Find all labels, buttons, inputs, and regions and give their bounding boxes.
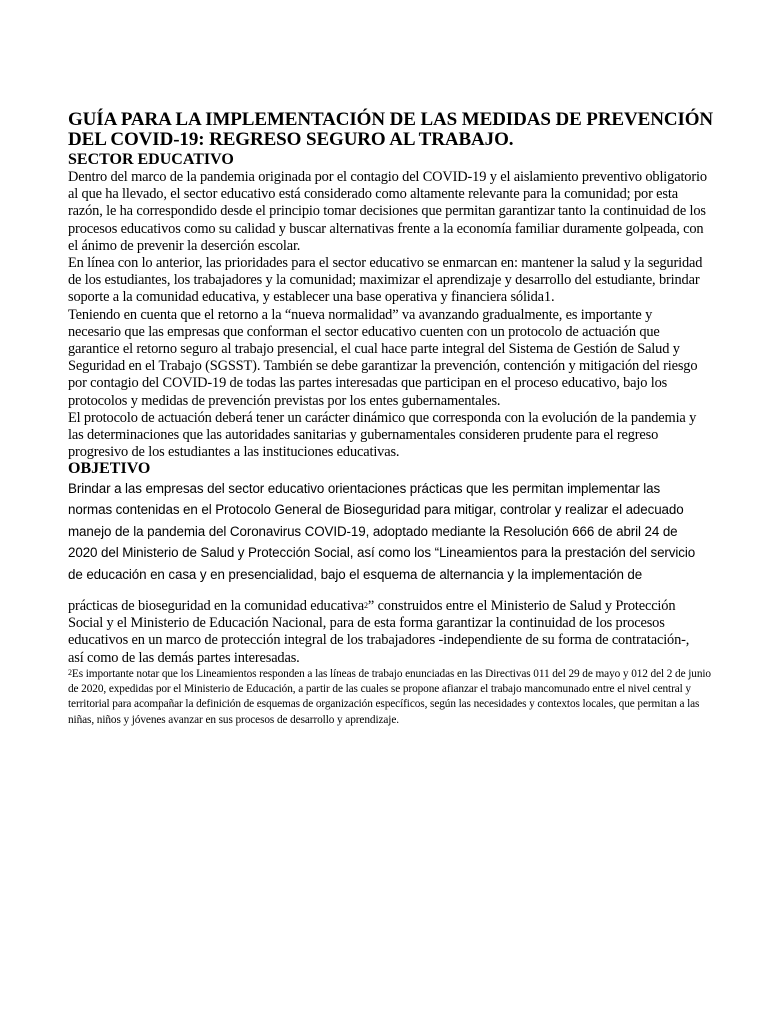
footnote-text: Es importante notar que los Lineamientos responden a las líneas de trabajo enunciadas en las Directivas 011 del 29 de mayo y 012 del 2 de junio de 2020, expedidas por el Ministerio de Educación, a partir de las cuales se propone afianzar el trabajo mancomunado entre el nivel central y territorial para acompañar la definición de esquemas de organización específicos, según las necesidades y contextos locales, que permitan a las niñas, niños y jóvenes avanzar en sus procesos de desarrollo y aprendizaje. (68, 668, 711, 726)
sector-body (68, 169, 708, 461)
objective-line: Brindar a las empresas del sector educativo orientaciones prácticas que les permitan implementar las (68, 481, 661, 496)
objective-line: 2020 del Ministerio de Salud y Protección Social, así como los “Lineamientos para la prestación del servicio (68, 545, 696, 561)
section-heading-objetivo: OBJETIVO (68, 460, 151, 477)
continuation-text-rest: ” construidos entre el Ministerio de Salud y Protección Social y el Ministerio de Educación Nacional, para de esta forma garantizar la continuidad de los procesos educativos en un marco de protección integral de los trabajadores -independiente de su forma de contratación-, así como de las demás partes interesadas. (68, 598, 690, 666)
footnote-number: 2 (68, 668, 72, 677)
body-paragraph: Teniendo en cuenta que el retorno a la “nueva normalidad” va avanzando gradualmente, es importante y necesario que las empresas que conforman el sector educativo cuenten con un protocolo de actuación que garantice el retorno seguro al trabajo presencial, el cual hace parte integral del Sistema de Gestión de Salud y Seguridad en el Trabajo (SGSST). También se debe garantizar la prevención, contención y mitigación del riesgo por contagio del COVID-19 de todas las partes interesadas que participan en el proceso educativo, bajo los protocolos y medidas de prevención previstas por los entes gubernamentales. (68, 306, 698, 409)
objective-line: manejo de la pandemia del Coronavirus COVID-19, adoptado mediante la Resolución 666 de abril 24 de (68, 523, 678, 539)
objective-line: de educación en casa y en presencialidad, bajo el esquema de alternancia y la implementación de (68, 566, 643, 582)
objective-continuation (68, 597, 708, 667)
document-title: GUÍA PARA LA IMPLEMENTACIÓN DE LAS MEDIDAS DE PREVENCIÓN DEL COVID-19: REGRESO SEGURO AL TRABAJO. (68, 109, 714, 150)
section-heading-sector-educativo: SECTOR EDUCATIVO (68, 151, 234, 168)
objective-line: normas contenidas en el Protocolo General de Bioseguridad para mitigar, controlar y realizar el adecuado (68, 502, 684, 518)
body-paragraph: Dentro del marco de la pandemia originada por el contagio del COVID-19 y el aislamiento preventivo obligatorio al que ha llevado, el sector educativo está considerado como altamente relevante para la comunidad; por esta razón, le ha correspondido desde el principio tomar decisiones que permitan garantizar tanto la continuidad de los procesos educativos como su calidad y buscar alternativas frente a la economía familiar duramente golpeada, con el ánimo de prevenir la deserción escolar. (68, 169, 707, 254)
objective-body (68, 478, 708, 585)
continuation-text-start: prácticas de bioseguridad en la comunidad educativa (68, 598, 365, 614)
body-paragraph: El protocolo de actuación deberá tener un carácter dinámico que corresponda con la evolución de la pandemia y las determinaciones que las autoridades sanitarias y gubernamentales consideren prudente para el regreso progresivo de los estudiantes a las instituciones educativas. (68, 409, 697, 461)
body-paragraph: En línea con lo anterior, las prioridades para el sector educativo se enmarcan en: mantener la salud y la seguridad de los estudiantes, los trabajadores y la comunidad; maximizar el aprendizaje y desarrollo del estudiante, brindar soporte a la comunidad educativa, y establecer una base operativa y financiera sólida1. (68, 255, 703, 306)
body-paragraph (68, 597, 708, 667)
footnote-reference: 2 (364, 601, 368, 610)
footnote (68, 665, 713, 728)
